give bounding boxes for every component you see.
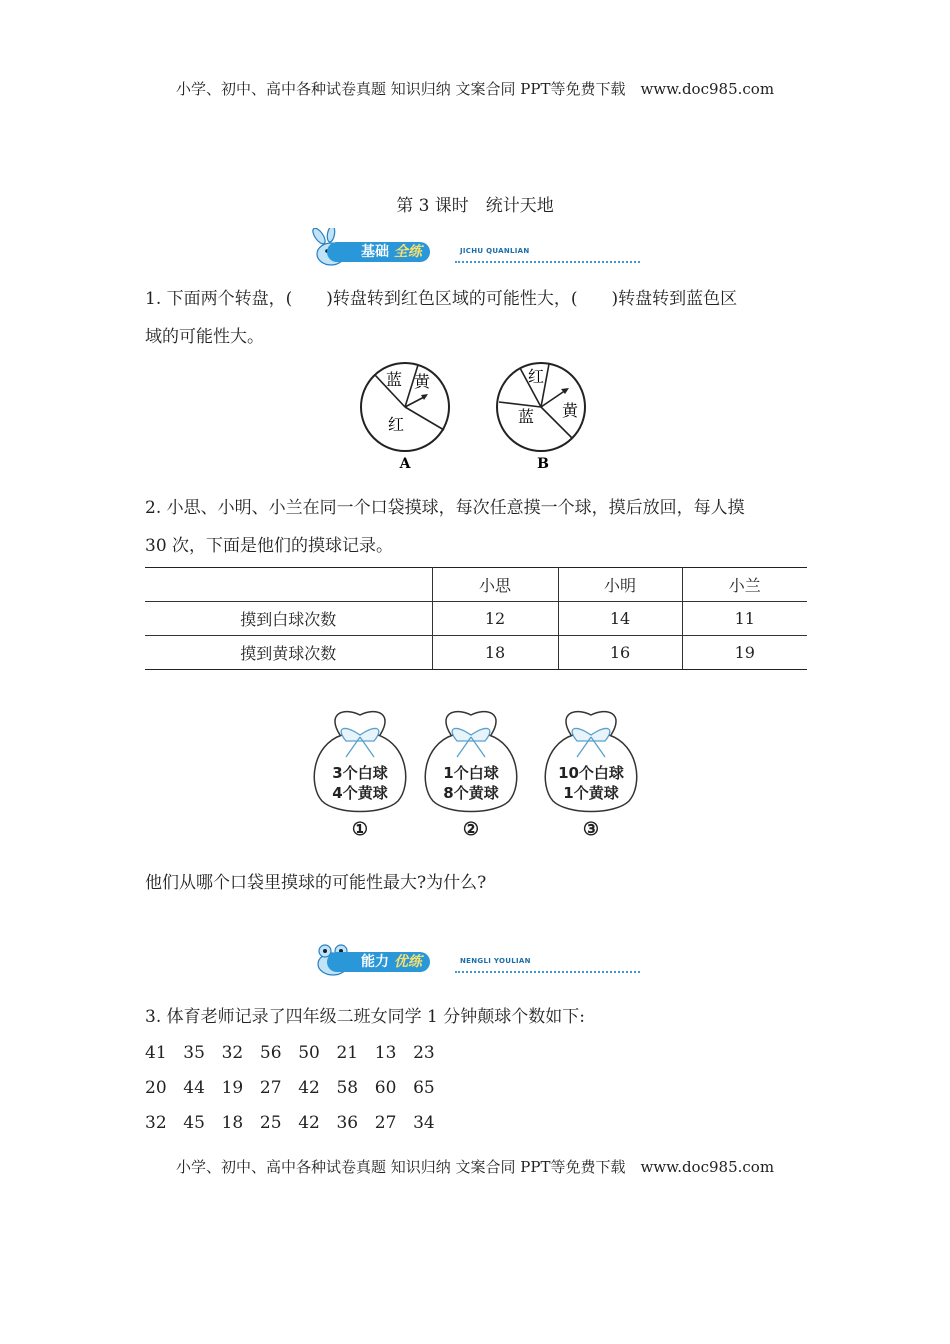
table-cell: 摸到黄球次数 <box>145 636 432 670</box>
banner-label-2: 优练 <box>393 954 422 970</box>
number-cell: 41 <box>145 1043 167 1063</box>
question-2-line-1: 2. 小思、小明、小兰在同一个口袋摸球，每次任意摸一个球，摸后放回，每人摸 <box>145 498 745 518</box>
table-cell: 11 <box>682 602 807 636</box>
record-table <box>145 567 807 670</box>
bag-line-1: 3个白球 <box>332 764 388 782</box>
table-header-cell: 小思 <box>432 568 558 602</box>
spinner-b-label-yellow: 黄 <box>561 401 579 420</box>
section-banner-advanced <box>305 938 645 978</box>
bag-2 <box>417 705 525 845</box>
bag-line-1: 10个白球 <box>558 764 624 782</box>
table-cell: 12 <box>432 602 558 636</box>
question-2-ask: 他们从哪个口袋里摸球的可能性最大?为什么? <box>145 873 487 893</box>
number-cell: 42 <box>298 1078 320 1098</box>
bag-line-1: 1个白球 <box>443 764 499 782</box>
bag-line-2: 8个黄球 <box>443 784 499 802</box>
bag-line-2: 1个黄球 <box>563 784 619 802</box>
table-header-cell: 小明 <box>558 568 682 602</box>
spinner-a-label-yellow: 黄 <box>413 372 431 391</box>
number-cell: 18 <box>221 1113 244 1133</box>
table-header-cell: 小兰 <box>682 568 807 602</box>
number-cell: 23 <box>413 1043 435 1063</box>
spinner-b-label-blue: 蓝 <box>517 407 535 426</box>
page-title: 第 3 课时 统计天地 <box>396 196 554 216</box>
number-cell: 20 <box>145 1078 167 1098</box>
bag-number: ③ <box>582 819 600 840</box>
table-row <box>145 636 807 670</box>
bag-line-2: 4个黄球 <box>332 784 388 802</box>
banner-label <box>327 952 430 972</box>
number-row-3 <box>145 1113 451 1133</box>
table-cell: 18 <box>432 636 558 670</box>
bag-number: ② <box>462 819 480 840</box>
question-1-line-1: 1. 下面两个转盘，( )转盘转到红色区域的可能性大，( )转盘转到蓝色区 <box>145 289 738 309</box>
section-banner-basic <box>305 228 645 268</box>
number-cell: 27 <box>259 1078 282 1098</box>
number-row-2 <box>145 1078 451 1098</box>
number-cell: 56 <box>259 1043 282 1063</box>
table-header-cell <box>145 568 432 602</box>
banner-label <box>327 242 430 262</box>
spinner-a <box>358 358 458 473</box>
table-cell: 19 <box>682 636 807 670</box>
table-cell: 摸到白球次数 <box>145 602 432 636</box>
number-cell: 35 <box>183 1043 205 1063</box>
question-3: 3. 体育老师记录了四年级二班女同学 1 分钟颠球个数如下: <box>145 1007 585 1027</box>
page-footer: 小学、初中、高中各种试卷真题 知识归纳 文案合同 PPT等免费下载 www.doc985.com <box>175 1158 775 1176</box>
number-cell: 13 <box>374 1043 397 1063</box>
number-cell: 36 <box>336 1113 359 1133</box>
spinner-b-name: B <box>537 456 549 472</box>
table-row <box>145 602 807 636</box>
table-header-row <box>145 568 807 602</box>
question-2-line-2: 30 次，下面是他们的摸球记录。 <box>145 536 394 556</box>
bag-3 <box>537 705 645 845</box>
number-cell: 58 <box>336 1078 359 1098</box>
spinner-b <box>494 358 594 473</box>
table-cell: 16 <box>558 636 682 670</box>
spinner-b-label-red: 红 <box>527 367 545 386</box>
number-cell: 34 <box>413 1113 435 1133</box>
table-cell: 14 <box>558 602 682 636</box>
bag-number: ① <box>351 819 369 840</box>
number-cell: 44 <box>183 1078 205 1098</box>
number-cell: 25 <box>259 1113 282 1133</box>
banner-english: NENGLI YOULIAN <box>460 957 531 965</box>
banner-divider <box>455 261 640 263</box>
banner-label-1: 能力 <box>361 954 389 970</box>
spinner-a-label-red: 红 <box>387 415 405 434</box>
bag-1 <box>306 705 414 845</box>
number-cell: 32 <box>145 1113 167 1133</box>
number-cell: 45 <box>183 1113 205 1133</box>
question-1-line-2: 域的可能性大。 <box>145 327 264 347</box>
spinner-a-label-blue: 蓝 <box>385 370 403 389</box>
number-cell: 50 <box>298 1043 320 1063</box>
number-cell: 21 <box>336 1043 359 1063</box>
banner-english: JICHU QUANLIAN <box>460 247 530 255</box>
number-cell: 42 <box>298 1113 320 1133</box>
number-cell: 19 <box>221 1078 244 1098</box>
number-cell: 32 <box>221 1043 244 1063</box>
number-cell: 65 <box>413 1078 435 1098</box>
page-header: 小学、初中、高中各种试卷真题 知识归纳 文案合同 PPT等免费下载 www.doc985.com <box>175 80 775 98</box>
spinner-a-name: A <box>399 456 411 472</box>
banner-label-2: 全练 <box>393 244 422 260</box>
number-cell: 60 <box>374 1078 397 1098</box>
number-row-1 <box>145 1043 451 1063</box>
number-cell: 27 <box>374 1113 397 1133</box>
banner-label-1: 基础 <box>361 244 389 260</box>
banner-divider <box>455 971 640 973</box>
